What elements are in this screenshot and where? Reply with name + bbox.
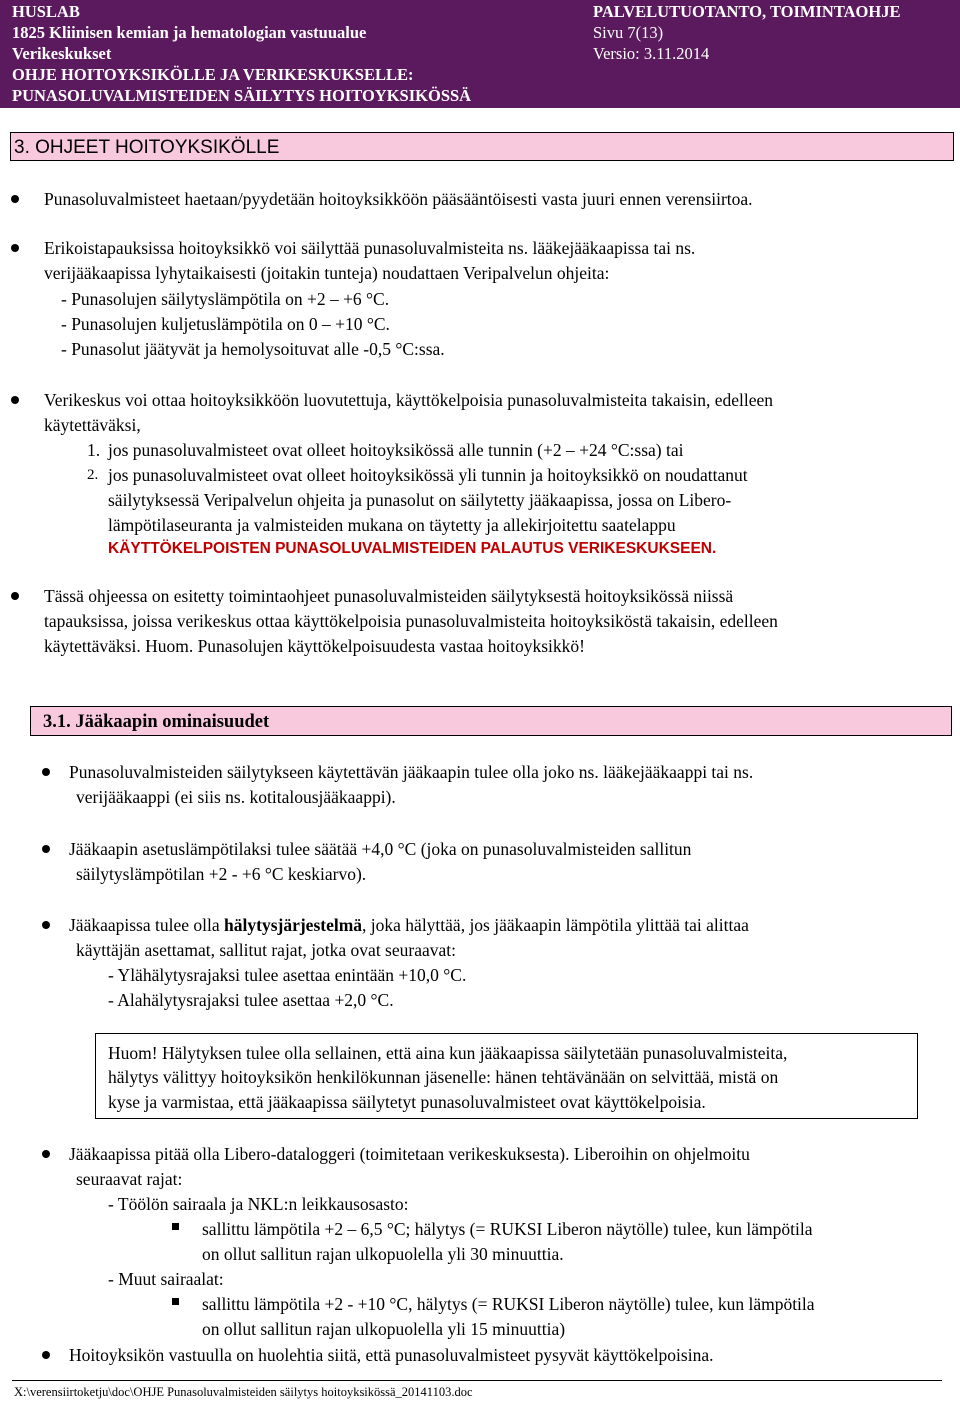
footer-file-path: X:\verensiirtoketju\doc\OHJE Punasoluvalmisteiden säilytys hoitoyksikössä_20141103.doc [14, 1385, 473, 1399]
bullet-icon [11, 592, 19, 600]
s31-bullet-2-line2: säilytyslämpötilan +2 - +6 °C keskiarvo). [76, 864, 367, 884]
bullet-icon [11, 244, 19, 252]
s31-bullet-4-line2: seuraavat rajat: [76, 1169, 183, 1189]
s31-bullet-2-line1: Jääkaapin asetuslämpötilaksi tulee säätää +4,0 °C (joka on punasoluvalmisteiden sallitun [69, 839, 692, 859]
document-header [0, 0, 960, 108]
s31-bullet-4-sub1-line1: sallittu lämpötila +2 – 6,5 °C; hälytys (= RUKSI Liberon näytölle) tulee, kun lämpötila [202, 1219, 813, 1239]
s3-bullet-2-line2: verijääkaapissa lyhytaikaisesti (joitakin tunteja) noudattaen Veripalvelun ohjeita: [44, 263, 610, 283]
bullet-icon [42, 921, 50, 929]
bullet-icon [42, 1351, 50, 1359]
s3-red-form-name: KÄYTTÖKELPOISTEN PUNASOLUVALMISTEIDEN PALAUTUS VERIKESKUKSEEN. [108, 540, 717, 557]
s3-numbered-2-line2: säilytyksessä Veripalvelun ohjeita ja punasolut on säilytetty jääkaapissa, jossa on Libero- [108, 490, 732, 510]
section-3-heading-box [10, 132, 954, 161]
bullet-icon [42, 845, 50, 853]
s31-b3-text-c: , joka hälyttää, jos jääkaapin lämpötila ylittää tai alittaa [362, 915, 749, 935]
s31-bullet-4-sub2-line1: sallittu lämpötila +2 - +10 °C, hälytys (= RUKSI Liberon näytölle) tulee, kun lämpötila [202, 1294, 815, 1314]
s3-bullet-4-line3: käytettäväksi. Huom. Punasolujen käyttökelpoisuudesta vastaa hoitoyksikkö! [44, 636, 585, 656]
page-number: Sivu 7(13) [593, 23, 664, 42]
s3-numbered-1-num: 1. [87, 440, 101, 460]
square-bullet-icon [172, 1298, 179, 1305]
doc-title-line2: PUNASOLUVALMISTEIDEN SÄILYTYS HOITOYKSIKÖSSÄ [12, 86, 472, 105]
s3-bullet-2-dash3: - Punasolut jäätyvät ja hemolysoituvat alle -0,5 °C:ssa. [61, 339, 445, 359]
bullet-icon [42, 768, 50, 776]
s31-bullet-4-sub1-line2: on ollut sallitun rajan ulkopuolella yli 30 minuuttia. [202, 1244, 564, 1264]
s3-numbered-2-num: 2. [87, 467, 99, 483]
bullet-icon [11, 195, 19, 203]
note-box [95, 1033, 918, 1119]
s3-numbered-2-line3: lämpötilaseuranta ja valmisteiden mukana on täytetty ja allekirjoitettu saatelappu [108, 515, 676, 535]
s31-bullet-1-line2: verijääkaappi (ei siis ns. kotitalousjääkaappi). [76, 787, 396, 807]
bullet-icon [11, 396, 19, 404]
footer-divider [12, 1380, 942, 1381]
s3-bullet-2-line1: Erikoistapauksissa hoitoyksikkö voi säilyttää punasoluvalmisteita ns. lääkejääkaapissa tai ns. [44, 238, 696, 258]
s31-bullet-4-dash1: - Töölön sairaala ja NKL:n leikkausosasto: [108, 1194, 409, 1214]
s3-numbered-1: jos punasoluvalmisteet ovat olleet hoitoyksikössä alle tunnin (+2 – +24 °C:ssa) tai [108, 440, 684, 460]
s31-bullet-4-line1: Jääkaapissa pitää olla Libero-dataloggeri (toimitetaan verikeskuksesta). Liberoihin on ohjelmoitu [69, 1144, 750, 1164]
version: Versio: 3.11.2014 [593, 44, 710, 63]
s3-bullet-4-line1: Tässä ohjeessa on esitetty toimintaohjeet punasoluvalmisteiden säilytyksestä hoitoyksikössä niissä [44, 586, 734, 606]
s31-bullet-3-line1 [69, 913, 749, 938]
square-bullet-icon [172, 1223, 179, 1230]
section-3-1-heading-box [30, 706, 952, 736]
note-line2: hälytys välittyy hoitoyksikön henkilökunnan jäsenelle: hänen tehtävänään on selvittää, mistä on [108, 1067, 779, 1087]
s31-bullet-3-dash2: - Alahälytysrajaksi tulee asettaa +2,0 °C. [108, 990, 394, 1010]
s3-bullet-2-dash1: - Punasolujen säilytyslämpötila on +2 – +6 °C. [61, 289, 390, 309]
section-3-heading: 3. OHJEET HOITOYKSIKÖLLE [14, 137, 280, 158]
note-line3: kyse ja varmistaa, että jääkaapissa säilytetyt punasoluvalmisteet ovat käyttökelpoisia. [108, 1092, 706, 1112]
s3-bullet-4-line2: tapauksissa, joissa verikeskus ottaa käyttökelpoisia punasoluvalmisteita hoitoyksiköstä takaisin, edelleen [44, 611, 778, 631]
org-name: HUSLAB [12, 2, 80, 21]
dept-name: Verikeskukset [12, 44, 112, 63]
s31-b3-bold-alarm-system: hälytysjärjestelmä [224, 915, 363, 935]
s31-bullet-4-dash2: - Muut sairaalat: [108, 1269, 224, 1289]
s3-bullet-3-line1: Verikeskus voi ottaa hoitoyksikköön luovutettuja, käyttökelpoisia punasoluvalmisteita takaisin, edelleen [44, 390, 774, 410]
s3-bullet-2-dash2: - Punasolujen kuljetuslämpötila on 0 – +10 °C. [61, 314, 390, 334]
note-line1: Huom! Hälytyksen tulee olla sellainen, että aina kun jääkaapissa säilytetään punasoluvalmisteita, [108, 1043, 788, 1063]
doc-type: PALVELUTUOTANTO, TOIMINTAOHJE [593, 2, 901, 21]
s31-bullet-4-sub2-line2: on ollut sallitun rajan ulkopuolella yli 15 minuuttia) [202, 1319, 566, 1339]
s31-bullet-3-line2: käyttäjän asettamat, sallitut rajat, jotka ovat seuraavat: [76, 940, 456, 960]
bullet-icon [42, 1150, 50, 1158]
s3-bullet-3-line2: käytettäväksi, [44, 415, 141, 435]
s3-numbered-2-line1: jos punasoluvalmisteet ovat olleet hoitoyksikössä yli tunnin ja hoitoyksikkö on noudattanut [108, 465, 748, 485]
unit-name: 1825 Kliinisen kemian ja hematologian vastuualue [12, 23, 367, 42]
s31-b3-text-a: Jääkaapissa tulee olla [69, 915, 225, 935]
s31-bullet-1-line1: Punasoluvalmisteiden säilytykseen käytettävän jääkaapin tulee olla joko ns. lääkejääkaappi tai ns. [69, 762, 754, 782]
s31-bullet-5: Hoitoyksikön vastuulla on huolehtia siitä, että punasoluvalmisteet pysyvät käyttökelpoisina. [69, 1345, 714, 1365]
section-3-1-heading: 3.1. Jääkaapin ominaisuudet [43, 712, 270, 732]
s31-bullet-3-dash1: - Ylähälytysrajaksi tulee asettaa enintään +10,0 °C. [108, 965, 467, 985]
doc-title-line1: OHJE HOITOYKSIKÖLLE JA VERIKESKUKSELLE: [12, 65, 414, 84]
s3-bullet-1: Punasoluvalmisteet haetaan/pyydetään hoitoyksikköön pääsääntöisesti vasta juuri ennen verensiirtoa. [44, 189, 753, 209]
